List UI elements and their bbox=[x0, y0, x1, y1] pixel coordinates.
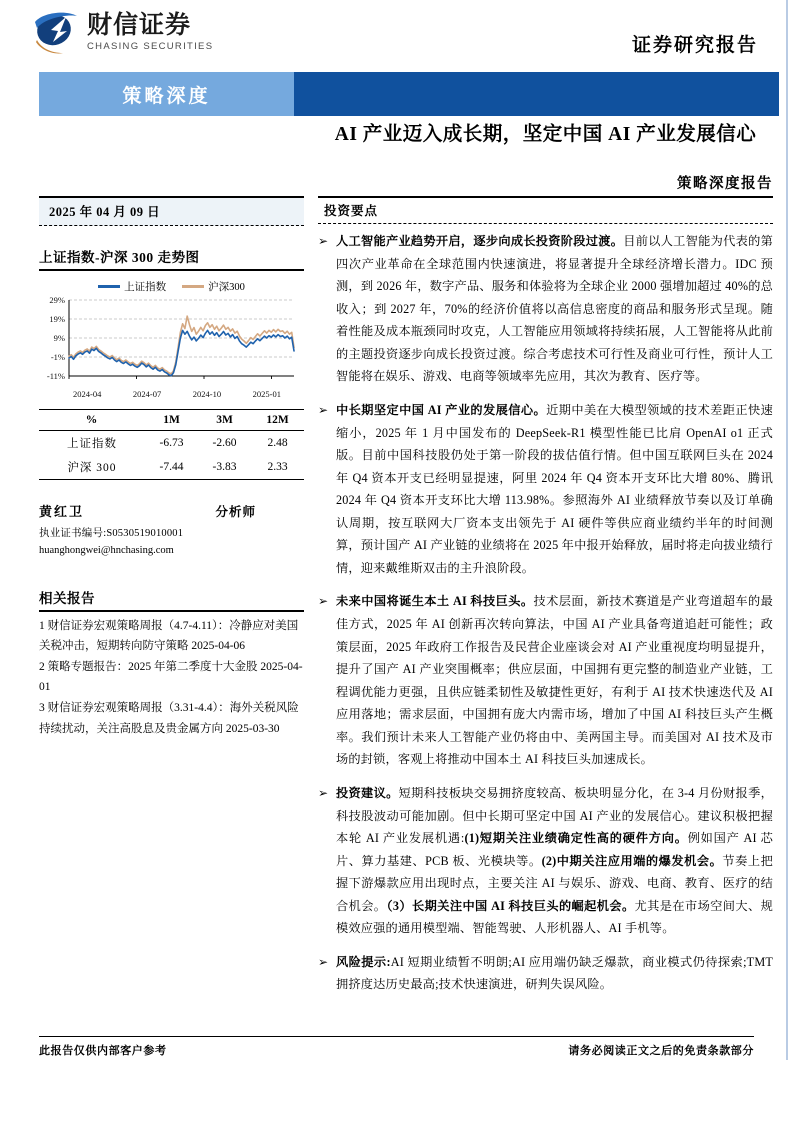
point-lead: 未来中国将诞生本土 AI 科技巨头。 bbox=[336, 594, 534, 609]
chart-plot bbox=[39, 296, 304, 388]
investment-point bbox=[318, 782, 773, 940]
row-12m: 2.33 bbox=[251, 455, 304, 480]
investment-point bbox=[318, 230, 773, 388]
analyst-block bbox=[39, 502, 304, 559]
logo-mark-icon bbox=[33, 8, 79, 56]
points-body bbox=[318, 224, 773, 996]
investment-point-text: 中长期坚定中国 AI 产业的发展信心。近期中美在大模型领域的技术差距正快速缩小，2025 年 1 月中国发布的 DeepSeek-R1 模型性能已比肩 OpenAI o1 正式版。目前中国科技股仍处于第一阶段的拔估值行情。但中国互联网巨头在 2024 年 Q4 资本开支已经明显提速，阿里 2024 年 Q4 资本开支环比大增 80%、腾讯 2024 年 Q4 资本开支环比大增 113.98%。参照海外 AI 业绩释放节奏以及订单确认周期，按互联网大厂资本支出领先于 AI 硬件等供应商业绩约半年的时间测算，预计国产 AI 产业链的业绩将在 2025 年中报开始释放，届时将走向拔业绩行情，迎来戴维斯双击的主升浪阶段。 bbox=[336, 402, 773, 575]
banner-category-label: 策略深度 bbox=[122, 85, 211, 107]
analyst-license: 执业证书编号:S0530519010001 bbox=[39, 528, 184, 540]
points-heading: 投资要点 bbox=[318, 196, 773, 224]
row-1m: -6.73 bbox=[159, 437, 184, 449]
legend-label-0: 上证指数 bbox=[124, 282, 167, 293]
chart-xtick-label: 2024-10 bbox=[192, 389, 222, 399]
legend-label-1: 沪深300 bbox=[208, 282, 245, 293]
investment-point-text: 风险提示:AI 短期业绩暂不明朗;AI 应用端仍缺乏爆款，商业模式仍待探索;TMT 拥挤度达历史最高;技术快速演进，研判失误风险。 bbox=[336, 954, 774, 992]
legend-swatch-0 bbox=[98, 285, 120, 288]
th-metric: % bbox=[39, 410, 145, 431]
analyst-role: 分析师 bbox=[215, 505, 256, 519]
related-reports bbox=[39, 587, 304, 739]
list-item[interactable]: 3 财信证券宏观策略周报（3.31-4.4）：海外关税风险持续扰动，关注高股息及贵金属方向 2025-03-30 bbox=[39, 702, 299, 735]
row-3m: -3.83 bbox=[198, 455, 251, 480]
point-lead: 人工智能产业趋势开启，逐步向成长投资阶段过渡。 bbox=[336, 234, 624, 248]
investment-point bbox=[318, 951, 773, 996]
page-title: AI 产业迈入成长期，坚定中国 AI 产业发展信心 bbox=[334, 124, 757, 145]
performance-table bbox=[39, 409, 304, 480]
footer-right-note: 请务必阅读正文之后的免责条款部分 bbox=[568, 1045, 754, 1057]
legend-item-0 bbox=[98, 279, 166, 294]
bullet-arrow-icon: ➢ bbox=[318, 234, 329, 248]
left-sidebar bbox=[39, 196, 304, 740]
related-heading: 相关报告 bbox=[39, 587, 304, 612]
investment-point bbox=[318, 590, 773, 771]
investment-point-text: 人工智能产业趋势开启，逐步向成长投资阶段过渡。目前以人工智能为代表的第四次产业革命在全球范围内快速演进，将显著提升全球经济增长潜力。IDC 预测，到 2026 年，数字产品、服务和体验将为全球企业 2000 强增加超过 40%的总收入；到 2027 年，70%的经济价值将以高信息密度的商品和服务形式呈现。随着性能及成本瓶颈同时攻克，人工智能应用领域将持续拓展，人工智能将从此前的主题投资逐步向成长投资过渡。综合考虑技术可行性及商业可行性，预计人工智能将在娱乐、游戏、电商等领域率先应用，其次为教育、医疗等。 bbox=[336, 234, 773, 384]
table-header-row bbox=[39, 410, 304, 431]
th-12m: 12M bbox=[251, 410, 304, 431]
page-header bbox=[0, 0, 794, 68]
index-trend-chart bbox=[39, 279, 304, 399]
report-kind-label: 证券研究报告 bbox=[631, 35, 758, 56]
legend-item-1 bbox=[182, 279, 245, 294]
svg-text:9%: 9% bbox=[53, 333, 65, 343]
bullet-arrow-icon: ➢ bbox=[318, 785, 329, 800]
report-date: 2025 年 04 月 09 日 bbox=[39, 196, 304, 226]
svg-text:-1%: -1% bbox=[50, 352, 65, 362]
company-logo bbox=[33, 8, 213, 56]
analyst-name: 黄红卫 bbox=[39, 504, 85, 519]
investment-point-text: 未来中国将诞生本土 AI 科技巨头。技术层面，新技术赛道是产业弯道超车的最佳方式，2025 年 AI 创新再次转向算法，中国 AI 产业具备弯道追赶可能性；政策层面，2025 年政府工作报告及民营企业座谈会对 AI 产业重视度均明显提升，提升了国产 AI 产业突围概率；供应层面，中国拥有更完整的制造业产业链，工程调优能力更强，且供应链柔韧性及敏捷性更好，有利于 AI 技术快速迭代及 AI 应用落地；需求层面，中国拥有庞大内需市场，增加了中国 AI 科技巨头产生概率。我们预计未来人工智能产业仍将由中、美两国主导。而美国对 AI 技术及市场的封锁，客观上将推动中国本土 AI 科技巨头加速成长。 bbox=[336, 594, 773, 767]
point-lead: 投资建议。 bbox=[336, 785, 399, 800]
banner-category bbox=[39, 72, 294, 116]
table-row bbox=[39, 455, 304, 480]
row-3m: -2.60 bbox=[212, 437, 237, 449]
related-report-list bbox=[39, 616, 304, 739]
page-footer bbox=[39, 1036, 754, 1058]
list-item[interactable]: 2 策略专题报告：2025 年第二季度十大金股 2025-04-01 bbox=[39, 661, 303, 694]
bullet-arrow-icon: ➢ bbox=[318, 594, 329, 609]
chart-heading: 上证指数-沪深 300 走势图 bbox=[39, 246, 304, 271]
row-name: 沪深 300 bbox=[39, 455, 145, 480]
bullet-arrow-icon: ➢ bbox=[318, 954, 329, 969]
section-banner bbox=[39, 72, 779, 116]
logo-text-en: CHASING SECURITIES bbox=[87, 40, 214, 52]
list-item[interactable]: 1 财信证券宏观策略周报（4.7-4.11）：冷静应对美国关税冲击，短期转向防守策略 2025-04-06 bbox=[39, 619, 299, 653]
chart-legend bbox=[39, 279, 304, 294]
chart-xtick-label: 2025-01 bbox=[252, 389, 281, 399]
svg-text:19%: 19% bbox=[49, 314, 65, 324]
bullet-arrow-icon: ➢ bbox=[318, 402, 329, 417]
chart-xtick-label: 2024-07 bbox=[132, 389, 162, 399]
table-row bbox=[39, 431, 304, 456]
point-lead: 风险提示: bbox=[336, 954, 391, 969]
point-lead: 中长期坚定中国 AI 产业的发展信心。 bbox=[336, 402, 547, 417]
page-right-rule bbox=[786, 0, 788, 1060]
row-1m: -7.44 bbox=[145, 455, 198, 480]
analyst-email[interactable]: huanghongwei@hnchasing.com bbox=[39, 544, 174, 556]
title-area bbox=[318, 122, 773, 193]
svg-text:-11%: -11% bbox=[46, 371, 65, 381]
th-3m: 3M bbox=[198, 410, 251, 431]
investment-point bbox=[318, 399, 773, 580]
logo-text-cn: 财信证券 bbox=[87, 11, 192, 40]
th-1m: 1M bbox=[145, 410, 198, 431]
page-subtitle: 策略深度报告 bbox=[677, 176, 773, 193]
banner-fill bbox=[294, 72, 779, 116]
legend-swatch-1 bbox=[182, 285, 204, 288]
investment-point-text: 投资建议。短期科技板块交易拥挤度较高、板块明显分化，在 3-4 月份财报季，科技股波动可能加剧。但中长期可坚定中国 AI 产业的发展信心。建议积极把握本轮 AI 产业发展机遇:(1)短期关注业绩确定性高的硬件方向。例如国产 AI 芯片、算力基建、PCB 板、光模块等。(2)中期关注应用端的爆发机会。节奏上把握下游爆款应用出现时点，主要关注 AI 与娱乐、游戏、电商、教育、医疗的结合机会。（3）长期关注中国 AI 科技巨头的崛起机会。尤其是在市场空间大、规模效应强的通用模型端、智能驾驶、人形机器人、AI 手机等。 bbox=[336, 785, 774, 936]
footer-left-note: 此报告仅供内部客户参考 bbox=[39, 1045, 167, 1057]
row-name: 上证指数 bbox=[67, 438, 117, 450]
row-12m: 2.48 bbox=[267, 437, 288, 449]
svg-text:29%: 29% bbox=[49, 296, 65, 305]
chart-xaxis-labels bbox=[67, 389, 295, 399]
chart-xtick-label: 2024-04 bbox=[73, 389, 102, 399]
investment-points-panel bbox=[318, 196, 773, 1007]
